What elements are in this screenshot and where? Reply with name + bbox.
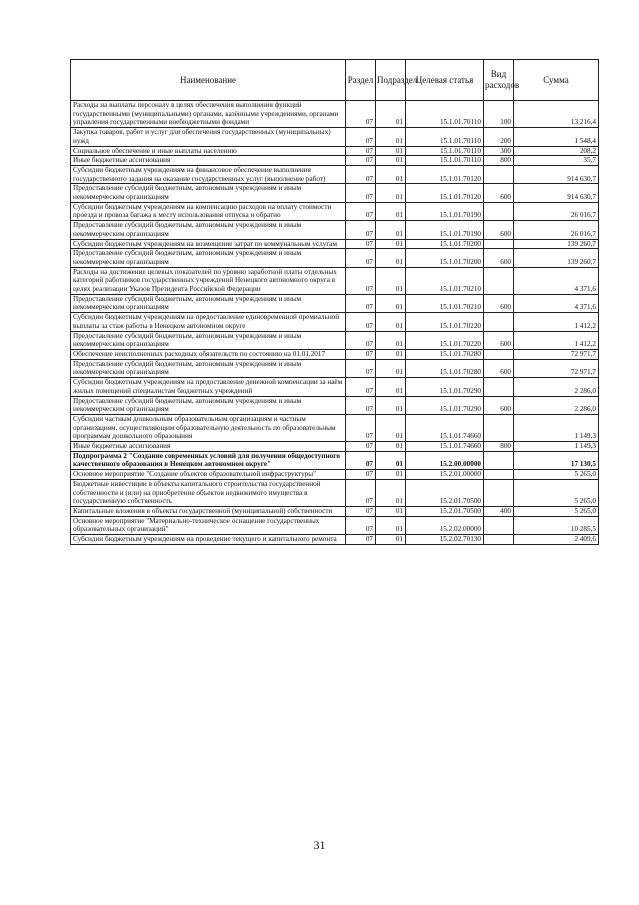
- cell-expense-type: [484, 165, 514, 183]
- cell-name: Субсидии бюджетным учреждениям на предоставление единовременной премиальной выплаты за стаж работы в Ненецком автономном округе: [71, 313, 346, 331]
- cell-name: Расходы на выплаты персоналу в целях обеспечения выполнения функций государственными (муниципальными) органами, казёнными учреждениями, органами управления государственными внебюджетными фондами: [71, 101, 346, 128]
- table-header: [71, 60, 599, 101]
- cell-expense-type: [484, 451, 514, 469]
- cell-section: 07: [346, 516, 376, 534]
- cell-section: 07: [346, 470, 376, 480]
- cell-amount: 35,7: [514, 156, 599, 166]
- table-row: [71, 249, 599, 267]
- cell-section: 07: [346, 349, 376, 359]
- cell-target: 15.1.01.70200: [406, 239, 484, 249]
- table-row: [71, 165, 599, 183]
- cell-section: 07: [346, 479, 376, 506]
- table-body: [71, 101, 599, 545]
- cell-subsection: 01: [376, 359, 406, 377]
- cell-name: Субсидии бюджетным учреждениям на возмещение затрат по коммунальным услугам: [71, 239, 346, 249]
- cell-name: Субсидии бюджетным учреждениям на проведение текущего и капитального ремонта: [71, 535, 346, 545]
- cell-amount: 5 265,0: [514, 506, 599, 516]
- cell-amount: 4 371,6: [514, 267, 599, 294]
- cell-subsection: 01: [376, 331, 406, 349]
- table-row: [71, 267, 599, 294]
- cell-target: 15.1.01.70210: [406, 267, 484, 294]
- table-row: [71, 349, 599, 359]
- cell-target: 15.2.01.00000: [406, 470, 484, 480]
- cell-amount: 5 265,0: [514, 479, 599, 506]
- cell-name: Субсидии бюджетным учреждениям на финансовое обеспечение выполнения государственного задания на оказание государственных услуг (выполнение работ): [71, 165, 346, 183]
- cell-subsection: 01: [376, 378, 406, 396]
- cell-expense-type: [484, 378, 514, 396]
- cell-name: Предоставление субсидий бюджетным, автономным учреждениям и иным некоммерческим организациям: [71, 249, 346, 267]
- cell-section: 07: [346, 202, 376, 220]
- cell-section: 07: [346, 359, 376, 377]
- table-row: [71, 313, 599, 331]
- cell-section: 07: [346, 146, 376, 156]
- cell-section: 07: [346, 313, 376, 331]
- table-row: [71, 156, 599, 166]
- table-row: [71, 202, 599, 220]
- cell-section: 07: [346, 506, 376, 516]
- cell-target: 15.1.01.70110: [406, 128, 484, 146]
- cell-subsection: 01: [376, 396, 406, 414]
- cell-target: 15.1.01.70110: [406, 146, 484, 156]
- table-row: [71, 479, 599, 506]
- cell-amount: 5 265,0: [514, 470, 599, 480]
- cell-name: Основное мероприятие "Создание объектов образовательной инфраструктуры": [71, 470, 346, 480]
- cell-section: 07: [346, 442, 376, 452]
- cell-expense-type: [484, 414, 514, 441]
- cell-name: Капитальные вложения в объекты государственной (муниципальной) собственности: [71, 506, 346, 516]
- cell-expense-type: 600: [484, 221, 514, 239]
- cell-section: 07: [346, 128, 376, 146]
- cell-amount: 2 409,6: [514, 535, 599, 545]
- cell-target: 15.1.01.70120: [406, 165, 484, 183]
- cell-target: 15.2.02.00000: [406, 516, 484, 534]
- cell-amount: 208,2: [514, 146, 599, 156]
- cell-amount: 1 149,3: [514, 414, 599, 441]
- cell-subsection: 01: [376, 506, 406, 516]
- cell-expense-type: 600: [484, 396, 514, 414]
- table-row: [71, 184, 599, 202]
- cell-amount: 17 130,5: [514, 451, 599, 469]
- cell-target: 15.1.01.70190: [406, 221, 484, 239]
- cell-subsection: 01: [376, 101, 406, 128]
- cell-amount: 139 260,7: [514, 239, 599, 249]
- cell-target: 15.1.01.70290: [406, 396, 484, 414]
- table-row: [71, 294, 599, 312]
- cell-target: 15.2.01.70500: [406, 479, 484, 506]
- cell-expense-type: 400: [484, 506, 514, 516]
- cell-subsection: 01: [376, 349, 406, 359]
- cell-subsection: 01: [376, 184, 406, 202]
- cell-name: Бюджетные инвестиции в объекты капитального строительства государственной собственности и (или) на приобретение объектов недвижимого имущества в государственную собственность: [71, 479, 346, 506]
- cell-expense-type: 600: [484, 249, 514, 267]
- header-target: Целевая статья: [406, 60, 484, 101]
- cell-amount: 13 216,4: [514, 101, 599, 128]
- table-row: [71, 331, 599, 349]
- cell-amount: 4 371,6: [514, 294, 599, 312]
- cell-subsection: 01: [376, 128, 406, 146]
- cell-subsection: 01: [376, 202, 406, 220]
- cell-name: Предоставление субсидий бюджетным, автономным учреждениям и иным некоммерческим организациям: [71, 294, 346, 312]
- table-row: [71, 239, 599, 249]
- header-expense-type: Вид расходов: [484, 60, 514, 101]
- cell-subsection: 01: [376, 479, 406, 506]
- cell-expense-type: [484, 535, 514, 545]
- budget-table: [70, 59, 599, 545]
- cell-name: Основное мероприятие "Материально-техническое оснащение государственных образовательных организаций": [71, 516, 346, 534]
- table-row: [71, 442, 599, 452]
- cell-subsection: 01: [376, 239, 406, 249]
- cell-target: 15.1.01.70220: [406, 313, 484, 331]
- cell-section: 07: [346, 101, 376, 128]
- cell-expense-type: [484, 470, 514, 480]
- cell-expense-type: 100: [484, 101, 514, 128]
- cell-target: 15.2.02.70130: [406, 535, 484, 545]
- cell-target: 15.1.01.74660: [406, 442, 484, 452]
- cell-section: 07: [346, 267, 376, 294]
- cell-section: 07: [346, 396, 376, 414]
- cell-subsection: 01: [376, 470, 406, 480]
- cell-expense-type: [484, 313, 514, 331]
- cell-name: Предоставление субсидий бюджетным, автономным учреждениям и иным некоммерческим организациям: [71, 359, 346, 377]
- cell-amount: 2 286,0: [514, 396, 599, 414]
- cell-section: 07: [346, 378, 376, 396]
- cell-section: 07: [346, 414, 376, 441]
- table-row: [71, 535, 599, 545]
- header-amount: Сумма: [514, 60, 599, 101]
- cell-amount: 1 412,2: [514, 313, 599, 331]
- cell-target: 15.1.01.70200: [406, 249, 484, 267]
- cell-target: 15.1.01.70190: [406, 202, 484, 220]
- cell-expense-type: 800: [484, 442, 514, 452]
- cell-subsection: 01: [376, 414, 406, 441]
- cell-expense-type: 600: [484, 331, 514, 349]
- cell-name: Подпрограмма 2 "Создание современных условий для получения общедоступного качественного образования в Ненецком автономном округе": [71, 451, 346, 469]
- cell-section: 07: [346, 535, 376, 545]
- table-row: [71, 506, 599, 516]
- cell-section: 07: [346, 221, 376, 239]
- cell-subsection: 01: [376, 156, 406, 166]
- cell-expense-type: [484, 516, 514, 534]
- cell-expense-type: 600: [484, 294, 514, 312]
- cell-name: Иные бюджетные ассигнования: [71, 442, 346, 452]
- table-row: [71, 359, 599, 377]
- cell-name: Обеспечение неисполненных расходных обязательств по состоянию на 01.01.2017: [71, 349, 346, 359]
- table-row: [71, 128, 599, 146]
- cell-section: 07: [346, 451, 376, 469]
- cell-amount: 914 630,7: [514, 165, 599, 183]
- cell-section: 07: [346, 249, 376, 267]
- cell-amount: 72 971,7: [514, 349, 599, 359]
- table-row: [71, 396, 599, 414]
- cell-expense-type: [484, 479, 514, 506]
- cell-target: 15.2.00.00000: [406, 451, 484, 469]
- cell-expense-type: 200: [484, 128, 514, 146]
- cell-amount: 914 630,7: [514, 184, 599, 202]
- cell-subsection: 01: [376, 313, 406, 331]
- cell-target: 15.1.01.70110: [406, 156, 484, 166]
- cell-name: Иные бюджетные ассигнования: [71, 156, 346, 166]
- cell-section: 07: [346, 331, 376, 349]
- table-row: [71, 146, 599, 156]
- cell-amount: 1 548,4: [514, 128, 599, 146]
- cell-subsection: 01: [376, 249, 406, 267]
- cell-amount: 139 260,7: [514, 249, 599, 267]
- cell-expense-type: [484, 239, 514, 249]
- header-name: Наименование: [71, 60, 346, 101]
- cell-expense-type: [484, 349, 514, 359]
- cell-target: 15.2.01.70500: [406, 506, 484, 516]
- cell-amount: 26 016,7: [514, 202, 599, 220]
- cell-target: 15.1.01.70280: [406, 349, 484, 359]
- cell-expense-type: [484, 202, 514, 220]
- page-number: 31: [313, 838, 326, 852]
- cell-expense-type: 800: [484, 156, 514, 166]
- cell-name: Субсидии частным дошкольным образовательным организациям и частным организациям, осуществляющим образовательную деятельность по образовательным программам дошкольного образования: [71, 414, 346, 441]
- cell-amount: 26 016,7: [514, 221, 599, 239]
- cell-target: 15.1.01.70120: [406, 184, 484, 202]
- cell-name: Субсидии бюджетным учреждениям на предоставление денежной компенсации за наём жилых помещений специалистам бюджетных учреждений: [71, 378, 346, 396]
- table-row: [71, 470, 599, 480]
- cell-name: Социальное обеспечение и иные выплаты населению: [71, 146, 346, 156]
- cell-subsection: 01: [376, 442, 406, 452]
- cell-name: Предоставление субсидий бюджетным, автономным учреждениям и иным некоммерческим организациям: [71, 396, 346, 414]
- table-row: [71, 221, 599, 239]
- cell-amount: 1 412,2: [514, 331, 599, 349]
- cell-section: 07: [346, 156, 376, 166]
- header-subsection: Подраздел: [376, 60, 406, 101]
- cell-expense-type: [484, 267, 514, 294]
- cell-subsection: 01: [376, 516, 406, 534]
- cell-name: Расходы на достижение целевых показателей по уровню заработной платы отдельных категорий работников государственных учреждений Ненецкого автономного округа в целях реализации Указов Президента Российской Федерации: [71, 267, 346, 294]
- cell-amount: 1 149,3: [514, 442, 599, 452]
- cell-subsection: 01: [376, 535, 406, 545]
- cell-amount: 72 971,7: [514, 359, 599, 377]
- cell-amount: 10 285,5: [514, 516, 599, 534]
- table-row: [71, 101, 599, 128]
- cell-amount: 2 286,0: [514, 378, 599, 396]
- cell-target: 15.1.01.70210: [406, 294, 484, 312]
- header-section: Раздел: [346, 60, 376, 101]
- cell-subsection: 01: [376, 451, 406, 469]
- cell-expense-type: 600: [484, 184, 514, 202]
- cell-target: 15.1.01.74660: [406, 414, 484, 441]
- cell-name: Предоставление субсидий бюджетным, автономным учреждениям и иным некоммерческим организациям: [71, 331, 346, 349]
- cell-name: Предоставление субсидий бюджетным, автономным учреждениям и иным некоммерческим организациям: [71, 184, 346, 202]
- cell-expense-type: 600: [484, 359, 514, 377]
- table-row: [71, 378, 599, 396]
- cell-target: 15.1.01.70110: [406, 101, 484, 128]
- cell-target: 15.1.01.70220: [406, 331, 484, 349]
- cell-expense-type: 300: [484, 146, 514, 156]
- cell-subsection: 01: [376, 267, 406, 294]
- table-row: [71, 451, 599, 469]
- cell-subsection: 01: [376, 221, 406, 239]
- cell-name: Закупка товаров, работ и услуг для обеспечения государственных (муниципальных) нужд: [71, 128, 346, 146]
- cell-section: 07: [346, 294, 376, 312]
- cell-name: Субсидии бюджетным учреждениям на компенсацию расходов на оплату стоимости проезда и провоза багажа к месту использования отпуска и обратно: [71, 202, 346, 220]
- table-row: [71, 414, 599, 441]
- table-row: [71, 516, 599, 534]
- cell-subsection: 01: [376, 146, 406, 156]
- cell-target: 15.1.01.70290: [406, 378, 484, 396]
- cell-subsection: 01: [376, 165, 406, 183]
- cell-section: 07: [346, 184, 376, 202]
- cell-section: 07: [346, 239, 376, 249]
- cell-section: 07: [346, 165, 376, 183]
- cell-target: 15.1.01.70280: [406, 359, 484, 377]
- cell-name: Предоставление субсидий бюджетным, автономным учреждениям и иным некоммерческим организациям: [71, 221, 346, 239]
- cell-subsection: 01: [376, 294, 406, 312]
